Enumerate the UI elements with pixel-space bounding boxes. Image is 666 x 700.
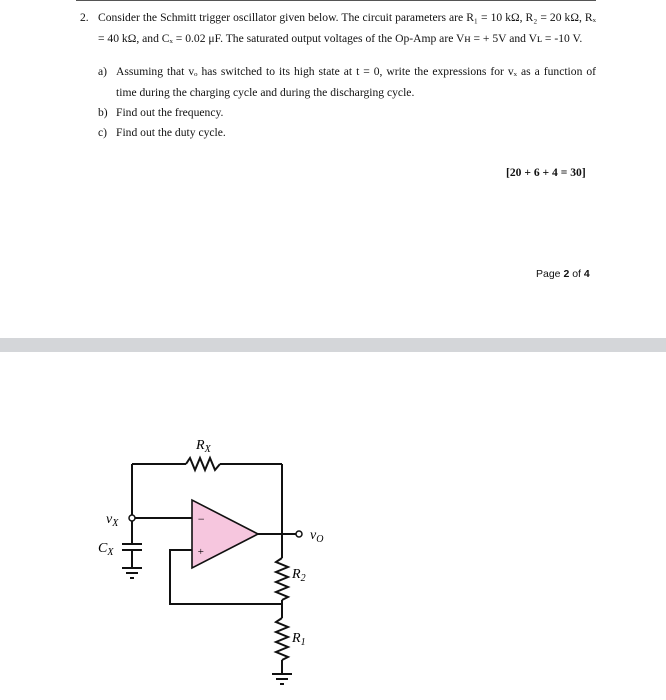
resistor-rx xyxy=(186,458,220,470)
part-c xyxy=(98,123,596,144)
top-divider xyxy=(76,0,596,1)
label-vx: $v_X$ xyxy=(106,512,119,529)
label-cx: $C_X$ xyxy=(98,541,114,558)
part-b-text: Find out the frequency. xyxy=(116,106,224,119)
part-c-label: c) xyxy=(98,126,108,139)
question-page xyxy=(0,0,666,338)
part-a-text: Assuming that vₒ has switched to its high state at t = 0, write the expressions for vₓ as a function of time during the charging cycle and during the discharging cycle. xyxy=(116,65,596,99)
page-prefix: Page xyxy=(536,268,564,280)
label-vo: $v_O$ xyxy=(310,528,324,545)
label-r2: $R_2$ xyxy=(292,567,306,584)
part-a-label: a) xyxy=(98,65,108,78)
vo-terminal xyxy=(296,531,302,537)
part-b-label: b) xyxy=(98,106,108,119)
part-a xyxy=(98,62,596,103)
part-b xyxy=(98,103,596,124)
page-current: 2 xyxy=(563,268,570,280)
question-text: Consider the Schmitt trigger oscillator given below. The circuit parameters are R₁ = 10 kΩ, R₂ = 20 kΩ, Rₓ = 40 kΩ, and Cₓ = 0.02 μF. The saturated output voltages of the Op-Amp are Vʜ = + 5V and Vʟ = -10 V. xyxy=(98,11,596,45)
page-separator-band xyxy=(0,338,666,352)
label-noninverting-input: + xyxy=(197,546,205,558)
page-total: 4 xyxy=(583,268,590,280)
part-c-text: Find out the duty cycle. xyxy=(116,126,226,139)
resistor-r2 xyxy=(276,558,288,600)
page-number xyxy=(536,268,590,280)
positive-feedback-wire xyxy=(170,550,282,604)
label-r1: $R_1$ xyxy=(292,631,306,648)
vx-node xyxy=(129,515,135,521)
label-inverting-input: − xyxy=(197,512,206,526)
page-of: of xyxy=(569,268,584,280)
schmitt-trigger-circuit-diagram xyxy=(0,352,666,700)
resistor-r1 xyxy=(276,618,288,660)
question-number: 2. xyxy=(80,11,89,24)
label-rx: $R_X$ xyxy=(196,438,211,455)
marks-breakdown: [20 + 6 + 4 = 30] xyxy=(506,166,586,179)
question-block xyxy=(80,8,596,49)
